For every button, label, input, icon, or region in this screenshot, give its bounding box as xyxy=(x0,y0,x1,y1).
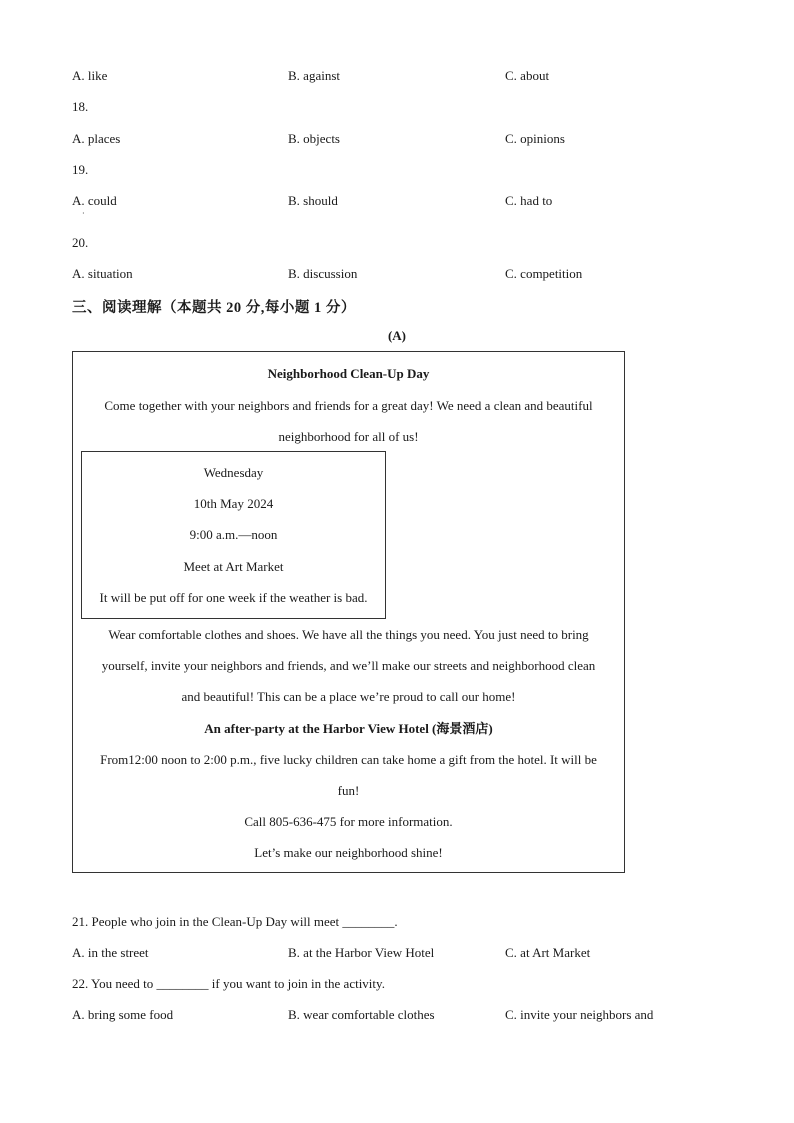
q20-option-c: C. competition xyxy=(505,266,583,281)
q19-option-b: B. should xyxy=(288,193,338,208)
clean-up-day-notice xyxy=(72,351,625,873)
q21-option-a: A. in the street xyxy=(72,945,149,960)
event-weather-note: It will be put off for one week if the weather is bad. xyxy=(99,590,368,605)
q18-option-a: A. places xyxy=(72,131,121,146)
after-party-line-1: From12:00 noon to 2:00 p.m., five lucky children can take home a gift from the hotel. It will be xyxy=(100,752,597,767)
notice-closing: Let’s make our neighborhood shine! xyxy=(254,845,443,860)
q19-number: 19. xyxy=(72,162,89,177)
q17-option-b: B. against xyxy=(288,68,340,83)
event-time: 9:00 a.m.—noon xyxy=(189,527,278,542)
event-day: Wednesday xyxy=(203,465,264,480)
q20-option-a: A. situation xyxy=(72,266,133,281)
q19-option-a: A. could xyxy=(72,193,117,208)
notice-body-line-2: yourself, invite your neighbors and friends, and we’ll make our streets and neighborhood clean xyxy=(101,658,596,673)
after-party-title: An after-party at the Harbor View Hotel (海景酒店) xyxy=(204,721,493,736)
notice-intro-line-2: neighborhood for all of us! xyxy=(278,429,419,444)
notice-title: Neighborhood Clean-Up Day xyxy=(267,366,430,381)
event-date: 10th May 2024 xyxy=(193,496,274,511)
notice-body-line-1: Wear comfortable clothes and shoes. We have all the things you need. You just need to bring xyxy=(108,627,589,642)
notice-intro-line-1: Come together with your neighbors and friends for a great day! We need a clean and beautiful xyxy=(104,398,593,413)
q17-option-a: A. like xyxy=(72,68,108,83)
q19-option-c: C. had to xyxy=(505,193,553,208)
q21-stem: 21. People who join in the Clean-Up Day will meet ________. xyxy=(72,914,398,929)
q18-option-b: B. objects xyxy=(288,131,340,146)
q21-option-b: B. at the Harbor View Hotel xyxy=(288,945,435,960)
passage-label: (A) xyxy=(387,328,407,343)
q22-option-c: C. invite your neighbors and xyxy=(505,1007,654,1022)
contact-phone: Call 805-636-475 for more information. xyxy=(244,814,453,829)
stray-dot-mark: · xyxy=(82,209,85,218)
q20-option-b: B. discussion xyxy=(288,266,358,281)
q21-option-c: C. at Art Market xyxy=(505,945,591,960)
q17-option-c: C. about xyxy=(505,68,550,83)
q20-number: 20. xyxy=(72,235,89,250)
q22-option-a: A. bring some food xyxy=(72,1007,174,1022)
after-party-line-2: fun! xyxy=(337,783,360,798)
q18-number: 18. xyxy=(72,99,89,114)
q18-option-c: C. opinions xyxy=(505,131,565,146)
section-title: 三、阅读理解（本题共 20 分,每小题 1 分） xyxy=(72,300,356,316)
event-place: Meet at Art Market xyxy=(183,559,284,574)
notice-body-line-3: and beautiful! This can be a place we’re proud to call our home! xyxy=(181,689,516,704)
event-details-box xyxy=(81,451,386,619)
q22-option-b: B. wear comfortable clothes xyxy=(288,1007,435,1022)
q22-stem: 22. You need to ________ if you want to join in the activity. xyxy=(72,976,385,991)
